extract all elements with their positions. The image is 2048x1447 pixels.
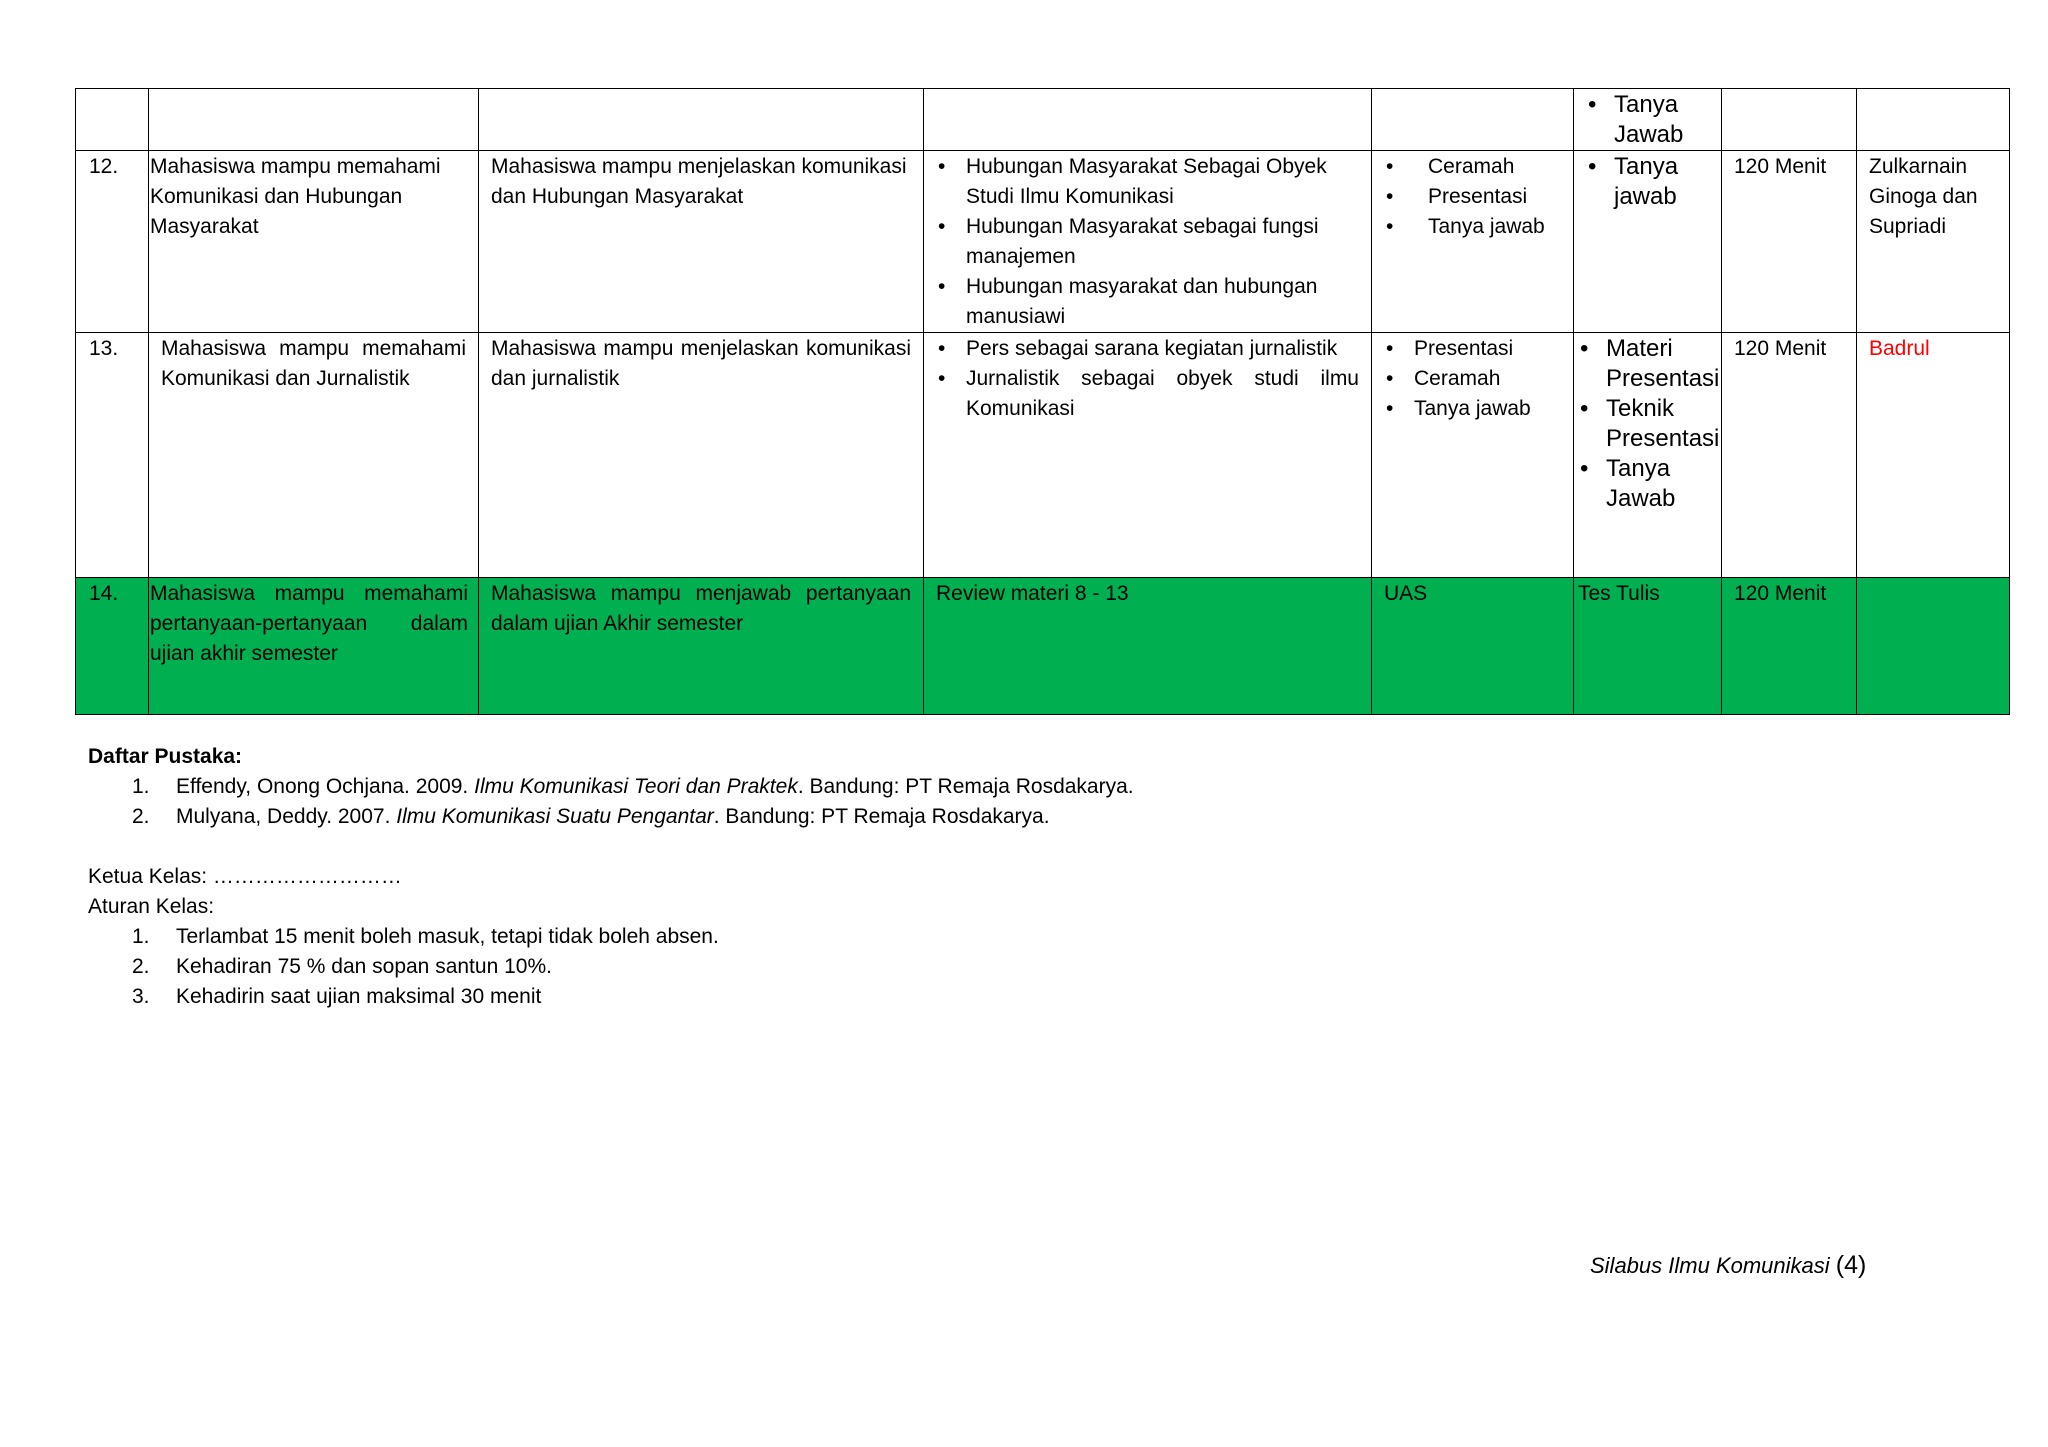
competency-cell: Mahasiswa mampu memahami Komunikasi dan Hubungan Masyarakat (149, 151, 479, 333)
indicator-cell: Mahasiswa mampu menjelaskan komunikasi dan jurnalistik (479, 333, 924, 578)
reference-item: 2. Mulyana, Deddy. 2007. Ilmu Komunikasi Suatu Pengantar. Bandung: PT Remaja Rosdakarya. (132, 805, 1050, 828)
material-item: • Pers sebagai sarana kegiatan jurnalistik (936, 334, 1359, 364)
page-number: (4) (1835, 1251, 1867, 1279)
method-cell: UAS (1372, 578, 1574, 715)
class-rules-list (88, 922, 1588, 1012)
media-cell (1574, 151, 1722, 333)
material-item: • Jurnalistik sebagai obyek studi ilmu Komunikasi (936, 364, 1359, 424)
media-cell (1574, 89, 1722, 151)
media-cell (1574, 333, 1722, 578)
method-cell (1372, 333, 1574, 578)
row-number: 13. (76, 333, 149, 578)
material-item: • Hubungan masyarakat dan hubungan manusiawi (936, 272, 1359, 332)
material-item: • Hubungan Masyarakat Sebagai Obyek Studi Ilmu Komunikasi (936, 152, 1359, 212)
method-item: • Ceramah (1384, 152, 1561, 182)
method-item: • Presentasi (1384, 334, 1561, 364)
indicator-cell: Mahasiswa mampu menjawab pertanyaan dalam ujian Akhir semester (479, 578, 924, 715)
time-cell: 120 Menit (1722, 578, 1857, 715)
row-number: 12. (76, 151, 149, 333)
syllabus-table (75, 88, 2010, 715)
competency-cell: Mahasiswa mampu memahami Komunikasi dan Jurnalistik (149, 333, 479, 578)
media-item: • Tanya jawab (1586, 152, 1709, 212)
method-cell (1372, 151, 1574, 333)
method-item: • Tanya jawab (1384, 394, 1561, 424)
material-cell: Review materi 8 - 13 (924, 578, 1372, 715)
lecturer-cell: Zulkarnain Ginoga dan Supriadi (1857, 151, 2010, 333)
row-number: 14. (76, 578, 149, 715)
reference-item: 1. Effendy, Onong Ochjana. 2009. Ilmu Komunikasi Teori dan Praktek. Bandung: PT Remaja Rosdakarya. (132, 775, 1134, 798)
time-cell: 120 Menit (1722, 333, 1857, 578)
table-row-13 (76, 333, 2010, 578)
class-rules-heading: Aturan Kelas: (88, 895, 215, 918)
class-rule-item: 2. Kehadiran 75 % dan sopan santun 10%. (132, 955, 552, 978)
method-item: • Tanya jawab (1384, 212, 1561, 242)
method-item: • Ceramah (1384, 364, 1561, 394)
footer-title: Silabus Ilmu Komunikasi (1590, 1253, 1830, 1278)
table-row-continued (76, 89, 2010, 151)
class-rule-item: 3. Kehadirin saat ujian maksimal 30 menit (132, 985, 542, 1008)
media-cell: Tes Tulis (1574, 578, 1722, 715)
media-item: • Tanya Jawab (1578, 454, 1719, 514)
material-item: • Hubungan Masyarakat sebagai fungsi manajemen (936, 212, 1359, 272)
indicator-cell: Mahasiswa mampu menjelaskan komunikasi dan Hubungan Masyarakat (479, 151, 924, 333)
media-item: • Tanya Jawab (1586, 90, 1709, 150)
class-leader-line: Ketua Kelas: ……………………… (88, 865, 402, 888)
table-row-12 (76, 151, 2010, 333)
competency-cell: Mahasiswa mampu memahami pertanyaan-pertanyaan dalam ujian akhir semester (149, 578, 479, 715)
page-footer (1590, 1250, 1866, 1281)
lecturer-cell (1857, 578, 2010, 715)
media-item: • Materi Presentasi (1578, 334, 1719, 394)
lecturer-cell: Badrul (1857, 333, 2010, 578)
time-cell: 120 Menit (1722, 151, 1857, 333)
references-heading: Daftar Pustaka: (88, 745, 243, 768)
table-row-14 (76, 578, 2010, 715)
material-cell (924, 333, 1372, 578)
references-list (88, 772, 1588, 832)
material-cell (924, 151, 1372, 333)
class-rule-item: 1. Terlambat 15 menit boleh masuk, tetapi tidak boleh absen. (132, 925, 719, 948)
method-item: • Presentasi (1384, 182, 1561, 212)
after-table-section (88, 742, 1588, 1012)
media-item: • Teknik Presentasi (1578, 394, 1719, 454)
